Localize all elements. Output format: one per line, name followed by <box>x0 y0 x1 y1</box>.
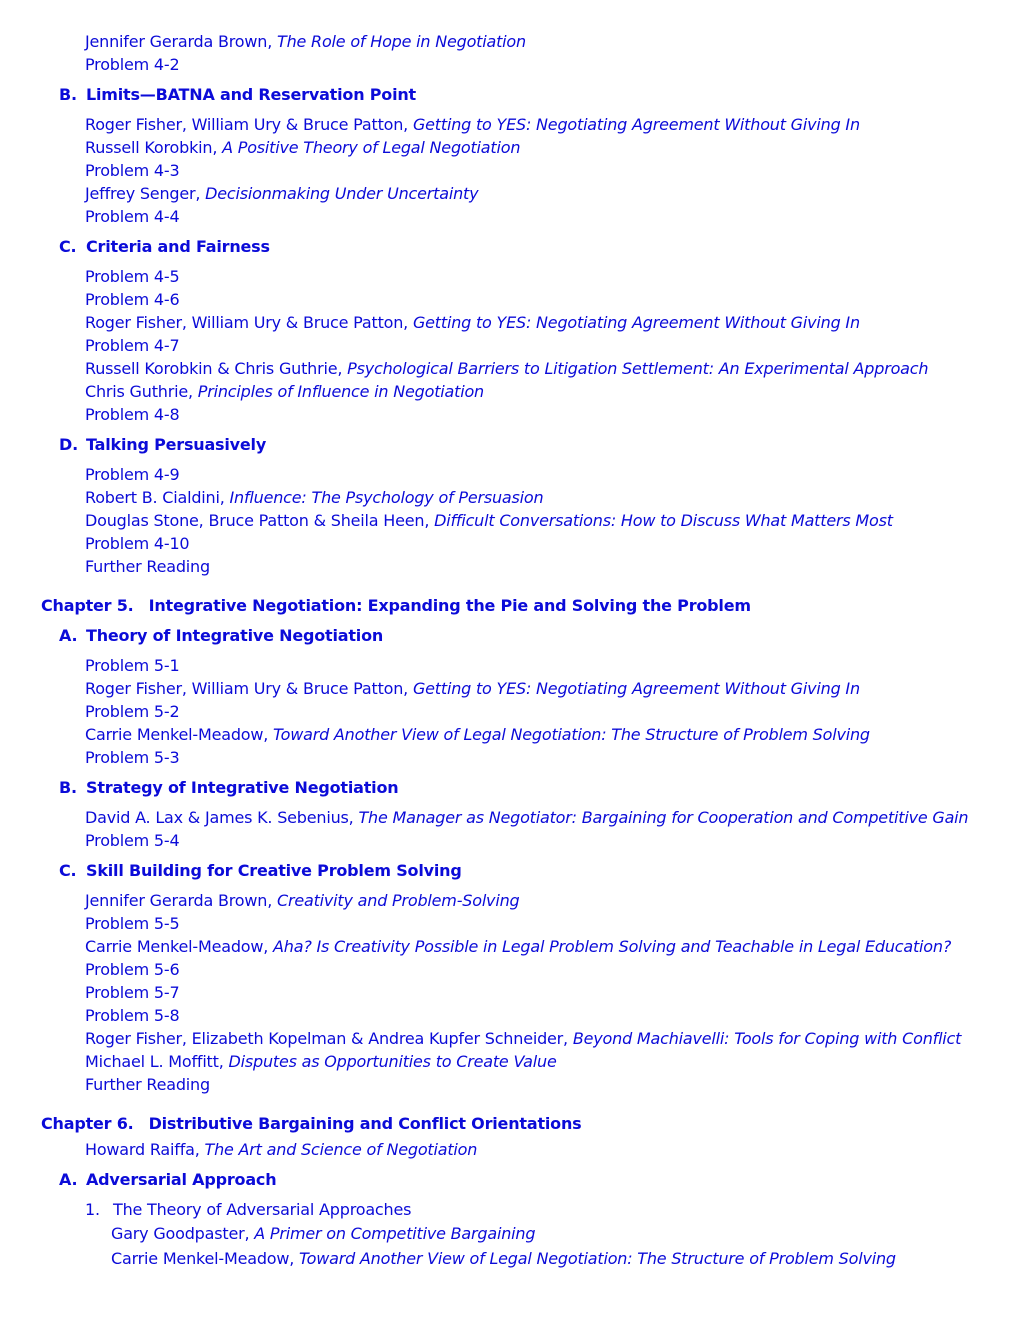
section-title: Adversarial Approach <box>86 1170 277 1189</box>
toc-entry-problem[interactable]: Problem 4-2 <box>85 55 180 74</box>
entry-title: Decisionmaking Under Uncertainty <box>205 184 479 203</box>
entry-author: David A. Lax & James K. Sebenius, <box>85 808 359 827</box>
section-heading[interactable] <box>0 83 1020 106</box>
section-heading[interactable] <box>0 624 1020 647</box>
chapter-label: Chapter 6. <box>41 1114 134 1133</box>
toc-entry-problem[interactable]: Problem 4-7 <box>85 336 180 355</box>
table-of-contents <box>0 30 1020 1271</box>
entry-title: Toward Another View of Legal Negotiation: The Structure of Problem Solving <box>299 1249 896 1268</box>
toc-entry-problem[interactable]: Problem 5-7 <box>85 983 180 1002</box>
toc-entry-problem[interactable]: Problem 5-2 <box>85 702 180 721</box>
toc-entry-reading[interactable] <box>0 1246 1020 1271</box>
section-title: Skill Building for Creative Problem Solving <box>86 861 462 880</box>
entry-title: Getting to YES: Negotiating Agreement Without Giving In <box>412 313 860 332</box>
entry-title: Getting to YES: Negotiating Agreement Without Giving In <box>412 679 860 698</box>
entry-title: Psychological Barriers to Litigation Settlement: An Experimental Approach <box>347 359 929 378</box>
entry-author: Russell Korobkin & Chris Guthrie, <box>85 359 348 378</box>
toc-entry-problem[interactable]: Problem 4-8 <box>85 405 180 424</box>
entry-author: Jennifer Gerarda Brown, <box>85 891 277 910</box>
toc-entry-reading[interactable] <box>0 677 1020 700</box>
toc-entry-reading[interactable] <box>0 509 1020 532</box>
section-letter: D. <box>59 435 78 454</box>
entry-title: The Role of Hope in Negotiation <box>277 32 526 51</box>
entry-title: Beyond Machiavelli: Tools for Coping with Conflict <box>572 1029 962 1048</box>
section-letter: A. <box>59 1170 78 1189</box>
toc-entry-reading[interactable] <box>0 380 1020 403</box>
toc-entry-reading[interactable] <box>0 486 1020 509</box>
section-heading[interactable] <box>0 859 1020 882</box>
entry-author: Gary Goodpaster, <box>111 1224 255 1243</box>
section-heading[interactable] <box>0 1168 1020 1191</box>
section-letter: B. <box>59 85 77 104</box>
entry-title: Principles of Influence in Negotiation <box>197 382 484 401</box>
toc-entry-problem[interactable]: Problem 5-1 <box>85 656 180 675</box>
chapter-heading[interactable] <box>0 1112 1020 1135</box>
toc-entry-further-reading[interactable]: Further Reading <box>85 557 210 576</box>
entry-title: Influence: The Psychology of Persuasion <box>229 488 544 507</box>
toc-entry-problem[interactable]: Problem 5-6 <box>85 960 180 979</box>
entry-author: Roger Fisher, Elizabeth Kopelman & Andrea Kupfer Schneider, <box>85 1029 573 1048</box>
entry-title: Difficult Conversations: How to Discuss What Matters Most <box>434 511 893 530</box>
section-title: Criteria and Fairness <box>86 237 270 256</box>
section-title: Theory of Integrative Negotiation <box>86 626 384 645</box>
subsection-number: 1. <box>85 1200 100 1219</box>
toc-entry-problem[interactable]: Problem 4-9 <box>85 465 180 484</box>
entry-title: Toward Another View of Legal Negotiation: The Structure of Problem Solving <box>273 725 870 744</box>
entry-author: Roger Fisher, William Ury & Bruce Patton, <box>85 679 413 698</box>
toc-entry-reading[interactable] <box>0 1221 1020 1246</box>
toc-entry-reading[interactable] <box>0 113 1020 136</box>
toc-entry-reading[interactable] <box>0 30 1020 53</box>
entry-author: Roger Fisher, William Ury & Bruce Patton, <box>85 313 413 332</box>
toc-entry-reading[interactable] <box>0 357 1020 380</box>
entry-author: Roger Fisher, William Ury & Bruce Patton, <box>85 115 413 134</box>
chapter-title: Distributive Bargaining and Conflict Orientations <box>148 1114 582 1133</box>
toc-entry-problem[interactable]: Problem 5-8 <box>85 1006 180 1025</box>
entry-author: Robert B. Cialdini, <box>85 488 230 507</box>
entry-title: Getting to YES: Negotiating Agreement Without Giving In <box>412 115 860 134</box>
toc-entry-problem[interactable]: Problem 4-5 <box>85 267 180 286</box>
toc-entry-reading[interactable] <box>0 311 1020 334</box>
entry-title: Disputes as Opportunities to Create Value <box>228 1052 557 1071</box>
section-title: Strategy of Integrative Negotiation <box>86 778 399 797</box>
toc-entry-reading[interactable] <box>0 1138 1020 1161</box>
toc-entry-further-reading[interactable]: Further Reading <box>85 1075 210 1094</box>
section-heading[interactable] <box>0 235 1020 258</box>
entry-author: Chris Guthrie, <box>85 382 198 401</box>
section-title: Limits—BATNA and Reservation Point <box>86 85 417 104</box>
toc-entry-problem[interactable]: Problem 4-10 <box>85 534 190 553</box>
chapter-heading[interactable] <box>0 594 1020 617</box>
entry-author: Douglas Stone, Bruce Patton & Sheila Heen, <box>85 511 435 530</box>
entry-author: Jennifer Gerarda Brown, <box>85 32 277 51</box>
toc-entry-problem[interactable]: Problem 4-4 <box>85 207 180 226</box>
entry-author: Howard Raiffa, <box>85 1140 205 1159</box>
entry-author: Jeffrey Senger, <box>85 184 206 203</box>
section-heading[interactable] <box>0 776 1020 799</box>
entry-author: Carrie Menkel-Meadow, <box>111 1249 300 1268</box>
toc-entry-reading[interactable] <box>0 182 1020 205</box>
toc-entry-reading[interactable] <box>0 1027 1020 1050</box>
subsection-heading[interactable] <box>0 1198 1020 1221</box>
toc-entry-problem[interactable]: Problem 4-6 <box>85 290 180 309</box>
section-letter: C. <box>59 861 77 880</box>
chapter-title: Integrative Negotiation: Expanding the Pie and Solving the Problem <box>148 596 751 615</box>
subsection-title: The Theory of Adversarial Approaches <box>113 1200 412 1219</box>
toc-entry-reading[interactable] <box>0 1050 1020 1073</box>
entry-author: Carrie Menkel-Meadow, <box>85 725 274 744</box>
entry-author: Michael L. Moffitt, <box>85 1052 229 1071</box>
chapter-label: Chapter 5. <box>41 596 134 615</box>
toc-entry-reading[interactable] <box>0 935 1020 958</box>
entry-title: Creativity and Problem-Solving <box>277 891 520 910</box>
entry-author: Carrie Menkel-Meadow, <box>85 937 274 956</box>
toc-entry-problem[interactable]: Problem 4-3 <box>85 161 180 180</box>
section-letter: B. <box>59 778 77 797</box>
toc-entry-problem[interactable]: Problem 5-4 <box>85 831 180 850</box>
toc-entry-reading[interactable] <box>0 806 1020 829</box>
section-title: Talking Persuasively <box>86 435 267 454</box>
entry-author: Russell Korobkin, <box>85 138 223 157</box>
entry-title: A Primer on Competitive Bargaining <box>254 1224 536 1243</box>
section-heading[interactable] <box>0 433 1020 456</box>
entry-title: The Art and Science of Negotiation <box>204 1140 478 1159</box>
toc-entry-reading[interactable] <box>0 136 1020 159</box>
entry-title: Aha? Is Creativity Possible in Legal Problem Solving and Teachable in Legal Education? <box>273 937 952 956</box>
section-letter: A. <box>59 626 78 645</box>
toc-entry-problem[interactable]: Problem 5-5 <box>85 914 180 933</box>
entry-title: The Manager as Negotiator: Bargaining for Cooperation and Competitive Gain <box>358 808 969 827</box>
toc-entry-reading[interactable] <box>0 889 1020 912</box>
toc-entry-reading[interactable] <box>0 723 1020 746</box>
section-letter: C. <box>59 237 77 256</box>
entry-title: A Positive Theory of Legal Negotiation <box>222 138 521 157</box>
toc-entry-problem[interactable]: Problem 5-3 <box>85 748 180 767</box>
